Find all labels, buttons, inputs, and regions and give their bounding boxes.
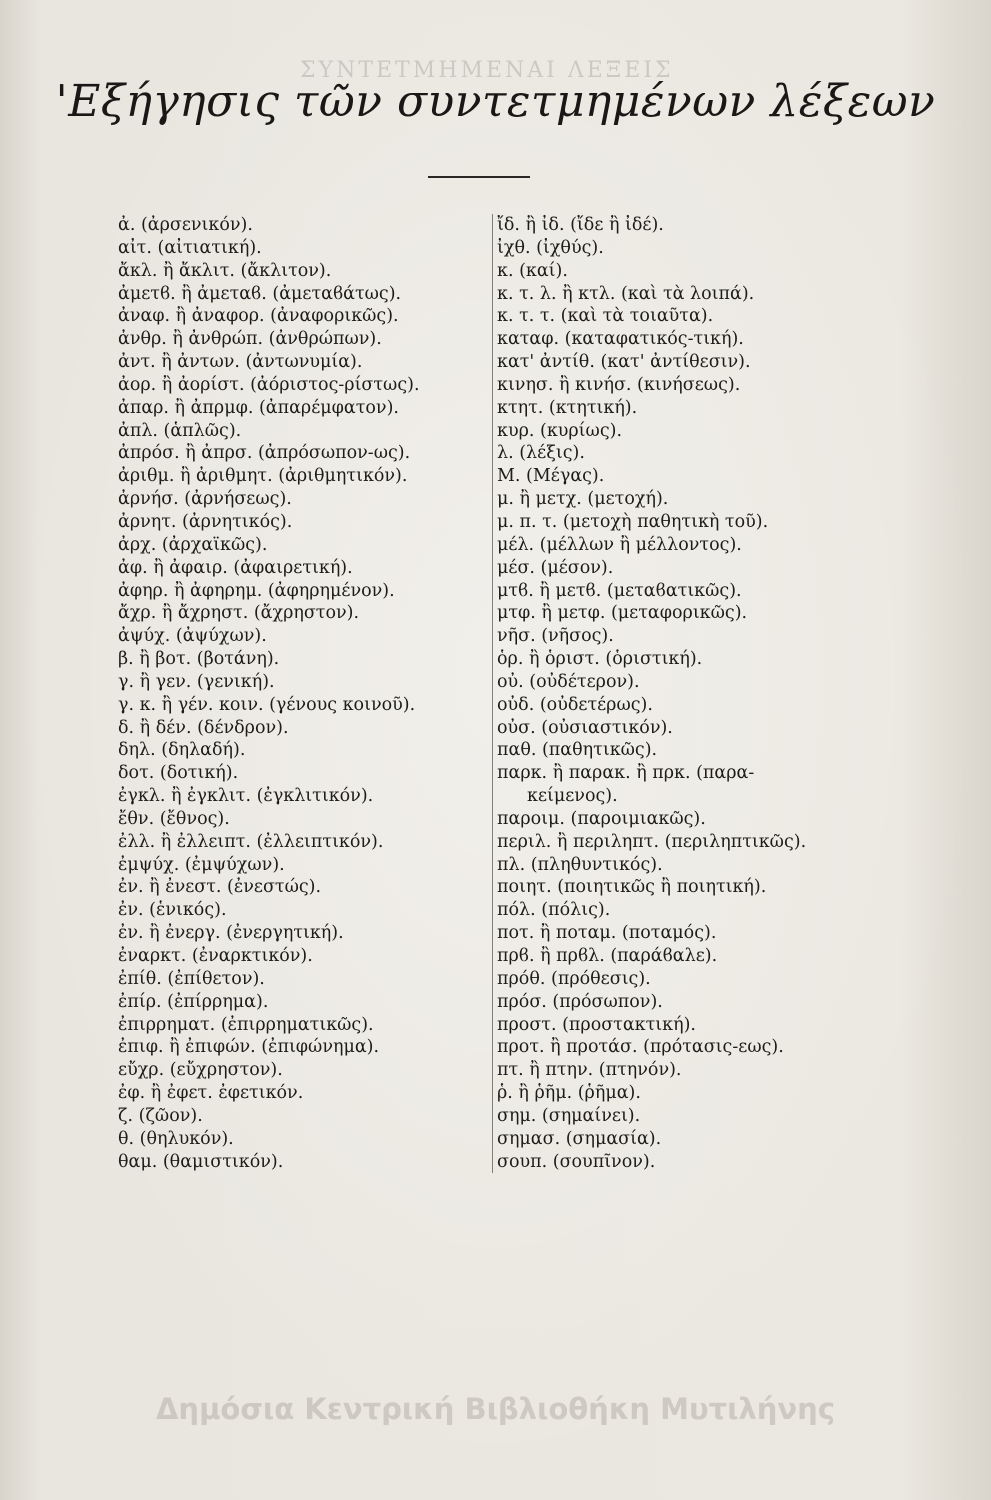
- abbreviation-entry: ἀφηρ. ἢ ἀφηρημ. (ἀφηρημένον).: [118, 580, 395, 601]
- abbreviation-entry: πλ. (πληθυντικός).: [497, 854, 663, 875]
- abbreviation-entry: ἀριθμ. ἢ ἀριθμητ. (ἀριθμητικόν).: [118, 466, 408, 487]
- abbreviation-entry: κατ' ἀντίθ. (κατ' ἀντίθεσιν).: [497, 352, 751, 373]
- abbreviation-entry: ἀμετϐ. ἢ ἀμεταϐ. (ἀμεταϐάτως).: [118, 283, 402, 304]
- abbreviation-entry: ὁρ. ἢ ὁριστ. (ὁριστική).: [497, 649, 703, 670]
- abbreviation-entry: λ. (λέξις).: [497, 443, 585, 464]
- abbreviation-entry: ἐπιφ. ἢ ἐπιφών. (ἐπιφώνημα).: [118, 1037, 380, 1058]
- abbreviation-entry: κτητ. (κτητική).: [497, 397, 638, 418]
- abbreviation-entry: μτϐ. ἢ μετϐ. (μεταϐατικῶς).: [497, 580, 742, 601]
- abbreviation-entry: ἐμψύχ. (ἐμψύχων).: [118, 854, 285, 875]
- abbreviation-entry: δηλ. (δηλαδή).: [118, 740, 246, 761]
- title-rule: [428, 176, 530, 178]
- abbreviation-entry: ἄχρ. ἢ ἄχρηστ. (ἄχρηστον).: [118, 603, 360, 624]
- bleed-through-header: ΣΥΝΤΕΤΜΗΜΕΝΑΙ ΛΕΞΕΙΣ: [300, 58, 674, 83]
- abbreviation-entry: παθ. (παθητικῶς).: [497, 740, 658, 761]
- abbreviation-entry: ποιητ. (ποιητικῶς ἢ ποιητική).: [497, 877, 767, 898]
- abbreviation-entry: κ. τ. τ. (καὶ τὰ τοιαῦτα).: [497, 306, 714, 327]
- abbreviation-entry: αἰτ. (αἰτιατική).: [118, 237, 262, 258]
- abbreviation-entry: μέλ. (μέλλων ἢ μέλλοντος).: [497, 534, 742, 555]
- right-abbreviation-column: [492, 214, 877, 1173]
- abbreviation-entry: ἄκλ. ἢ ἄκλιτ. (ἄκλιτον).: [118, 260, 332, 281]
- abbreviation-entry: ῥ. ἢ ῥῆμ. (ῥῆμα).: [497, 1083, 641, 1104]
- abbreviation-entry: ἀορ. ἢ ἀορίστ. (ἀόριστος-ρίστως).: [118, 374, 420, 395]
- abbreviation-entry: ἐν. (ἑνικός).: [118, 900, 227, 921]
- abbreviation-entry: γ. ἢ γεν. (γενική).: [118, 671, 275, 692]
- abbreviation-entry: σουπ. (σουπῖνον).: [497, 1151, 656, 1172]
- abbreviation-entry: ἀ. (ἀρσενικόν).: [118, 215, 253, 235]
- abbreviation-entry: Μ. (Μέγας).: [497, 466, 605, 487]
- abbreviation-entry: δ. ἢ δέν. (δένδρον).: [118, 717, 289, 738]
- abbreviation-entry: κινησ. ἢ κινήσ. (κινήσεως).: [497, 374, 741, 395]
- abbreviation-entry: κείμενος).: [527, 786, 618, 807]
- abbreviation-entry: πρόθ. (πρόθεσις).: [497, 968, 651, 989]
- abbreviation-entry: ἐναρκτ. (ἐναρκτικόν).: [118, 946, 313, 966]
- abbreviation-entry: ἀπλ. (ἁπλῶς).: [118, 420, 242, 441]
- abbreviation-entry: θ. (θηλυκόν).: [118, 1128, 234, 1149]
- abbreviation-entry: πρόσ. (πρόσωπον).: [497, 991, 663, 1012]
- abbreviation-entry: προστ. (προστακτική).: [497, 1014, 696, 1035]
- abbreviation-entry: ἀνθρ. ἢ ἀνθρώπ. (ἀνθρώπων).: [118, 329, 382, 350]
- abbreviation-entry: ἰχθ. (ἰχθύς).: [497, 237, 604, 258]
- abbreviation-entry: παροιμ. (παροιμιακῶς).: [497, 808, 706, 829]
- abbreviation-entry: γ. κ. ἢ γέν. κοιν. (γένους κοινοῦ).: [118, 694, 416, 715]
- abbreviation-entry: κ. τ. λ. ἢ κτλ. (καὶ τὰ λοιπά).: [497, 283, 755, 304]
- abbreviation-entry: ἔθν. (ἔθνος).: [118, 808, 230, 829]
- abbreviation-entry: πτ. ἢ πτην. (πτηνόν).: [497, 1060, 682, 1081]
- abbreviation-entry: πόλ. (πόλις).: [497, 900, 611, 921]
- abbreviation-entry: πρϐ. ἢ πρϐλ. (παράϐαλε).: [497, 946, 718, 966]
- abbreviation-entry: ποτ. ἢ ποταμ. (ποταμός).: [497, 923, 717, 944]
- abbreviation-entry: ἐπιρρηματ. (ἐπιρρηματικῶς).: [118, 1014, 374, 1035]
- abbreviation-entry: δοτ. (δοτική).: [118, 763, 239, 784]
- abbreviation-entry: ἴδ. ἢ ἰδ. (ἴδε ἢ ἰδέ).: [497, 215, 664, 235]
- abbreviation-entry: ζ. (ζῶον).: [118, 1105, 203, 1126]
- abbreviation-entry: σημ. (σημαίνει).: [497, 1105, 641, 1126]
- abbreviation-entry: παρκ. ἢ παρακ. ἢ πρκ. (παρα-: [497, 763, 755, 784]
- abbreviation-entry: ἀφ. ἢ ἀφαιρ. (ἀφαιρετική).: [118, 557, 353, 578]
- abbreviation-entry: σημασ. (σημασία).: [497, 1128, 662, 1149]
- abbreviation-entry: μτφ. ἢ μετφ. (μεταφορικῶς).: [497, 603, 748, 624]
- abbreviation-entry: κ. (καί).: [497, 260, 568, 281]
- abbreviation-entry: προτ. ἢ προτάσ. (πρότασις-εως).: [497, 1037, 784, 1058]
- abbreviation-entry: ἀρνήσ. (ἀρνήσεως).: [118, 489, 292, 510]
- abbreviation-entry: ἀντ. ἢ ἀντων. (ἀντωνυμία).: [118, 352, 363, 373]
- abbreviation-entry: ἀπρόσ. ἢ ἀπρσ. (ἀπρόσωπον-ως).: [118, 443, 411, 464]
- page-title: 'Εξήγησις τῶν συντετμημένων λέξεων: [55, 76, 936, 127]
- abbreviation-entry: νῆσ. (νῆσος).: [497, 626, 614, 647]
- abbreviation-entry: περιλ. ἢ περιληπτ. (περιληπτικῶς).: [497, 831, 807, 852]
- abbreviation-entry: ἐγκλ. ἢ ἐγκλιτ. (ἐγκλιτικόν).: [118, 786, 374, 807]
- abbreviation-entry: εὔχρ. (εὔχρηστον).: [118, 1060, 283, 1081]
- abbreviation-entry: β. ἢ βοτ. (βοτάνη).: [118, 649, 280, 670]
- library-watermark: Δημόσια Κεντρική Βιβλιοθήκη Μυτιλήνης: [155, 1392, 836, 1426]
- abbreviation-entry: οὐσ. (οὐσιαστικόν).: [497, 717, 673, 738]
- abbreviation-entry: ἀρχ. (ἀρχαϊκῶς).: [118, 534, 268, 555]
- abbreviation-entry: οὐ. (οὐδέτερον).: [497, 671, 640, 692]
- abbreviation-entry: ἐλλ. ἢ ἐλλειπτ. (ἐλλειπτικόν).: [118, 831, 384, 852]
- abbreviation-entry: ἀρνητ. (ἀρνητικός).: [118, 511, 293, 532]
- abbreviation-entry: ἐφ. ἢ ἐφετ. ἐφετικόν.: [118, 1083, 304, 1104]
- left-abbreviation-column: [118, 214, 488, 1173]
- abbreviation-entry: ἐπίρ. (ἐπίρρημα).: [118, 991, 269, 1012]
- abbreviation-entry: ἀψύχ. (ἀψύχων).: [118, 626, 267, 647]
- abbreviation-entry: ἐν. ἢ ἐνεστ. (ἐνεστώς).: [118, 877, 322, 898]
- abbreviation-entry: μέσ. (μέσον).: [497, 557, 614, 578]
- abbreviation-entry: ἐν. ἢ ἐνεργ. (ἐνεργητική).: [118, 923, 344, 944]
- abbreviation-entry: ἀπαρ. ἢ ἀπρμφ. (ἀπαρέμφατον).: [118, 397, 399, 418]
- abbreviation-entry: καταφ. (καταφατικός-τική).: [497, 329, 744, 350]
- abbreviation-entry: μ. π. τ. (μετοχὴ παθητικὴ τοῦ).: [497, 511, 769, 532]
- abbreviation-entry: ἐπίθ. (ἐπίθετον).: [118, 968, 265, 989]
- abbreviation-entry: θαμ. (θαμιστικόν).: [118, 1151, 284, 1172]
- abbreviation-entry: οὐδ. (οὐδετέρως).: [497, 694, 653, 715]
- abbreviation-entry: ἀναφ. ἢ ἀναφορ. (ἀναφορικῶς).: [118, 306, 399, 327]
- abbreviation-entry: κυρ. (κυρίως).: [497, 420, 623, 441]
- abbreviation-entry: μ. ἢ μετχ. (μετοχή).: [497, 489, 669, 510]
